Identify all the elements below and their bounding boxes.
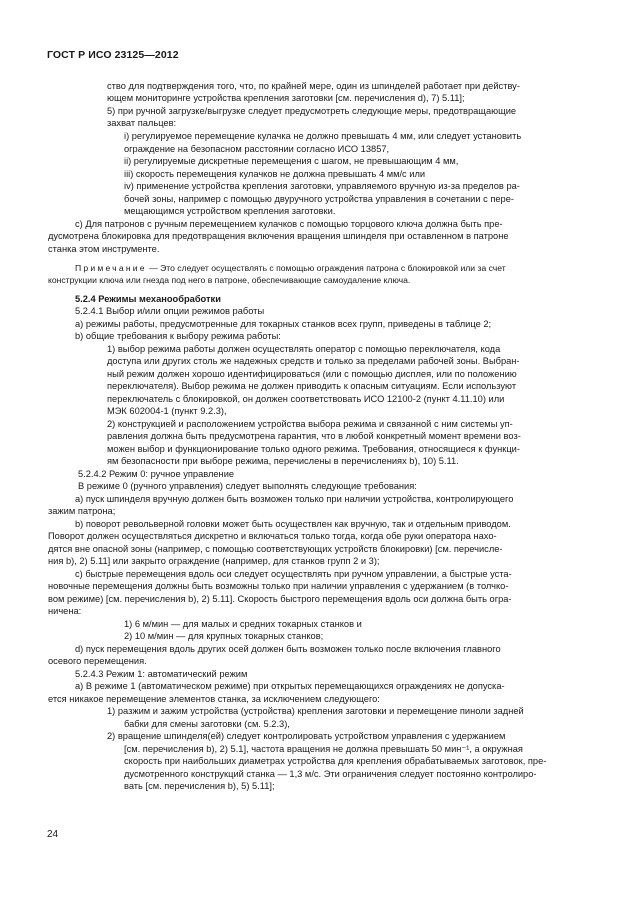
- text-line: мещающимся устройством крепления заготовки.: [124, 206, 336, 216]
- text-line: b) поворот револьверной головки может быть осуществлен как вручную, так и отдельным приводом.: [75, 519, 511, 529]
- text-line: 1) выбор режима работы должен осуществлять оператор с помощью переключателя, кода: [107, 344, 501, 354]
- text-line: переключатель с блокировкой, он должен соответствовать ИСО 12100-2 (пункт 4.11.10) или: [107, 394, 505, 404]
- text-line: 2) 10 м/мин — для крупных токарных станков;: [124, 631, 324, 641]
- text-line: дусмотрена блокировка для предотвращения включения вращения шпинделя при оставленном в патроне: [48, 231, 509, 241]
- text-line: ный режим должен хорошо идентифицироваться (или с помощью дисплея, или по положению: [107, 369, 517, 379]
- text-line: ющем мониторинге устройства крепления заготовки [см. перечисления d), 7) 5.11];: [107, 93, 465, 103]
- subsection-heading: 5.2.4.3 Режим 1: автоматический режим: [75, 669, 248, 679]
- text-line: 2) вращение шпинделя(ей) следует контролировать устройством управления с удержанием: [107, 731, 506, 741]
- text-line: Поворот должен осуществляться дискретно и включаться только тогда, когда обе руки оператора нахо-: [48, 531, 497, 541]
- section-heading: 5.2.4 Режимы механообработки: [75, 294, 221, 304]
- text-line: ям безопасности при выборе режима, перечислены в перечислениях b), 10) 5.11.: [107, 456, 459, 466]
- text-line: ство для подтверждения того, что, по крайней мере, один из шпинделей работает при действу-: [107, 81, 520, 91]
- text-line: i) регулируемое перемещение кулачка не должно превышать 4 мм, или следует установить: [124, 131, 522, 141]
- text-line: доступа или других столь же надежных средств и только за пределами рабочей зоны. Выбран-: [107, 356, 520, 366]
- text-line: дусмотренного конструкций станка — 1,3 м/с. Эти ограничения следует постоянно контролиро-: [124, 769, 537, 779]
- text-line: a) пуск шпинделя вручную должен быть возможен только при наличии устройства, контролирующего: [75, 494, 514, 504]
- note-line: конструкции ключа или гнезда под него в патроне, обеспечивающие самоудаление ключа.: [48, 275, 411, 285]
- text-line: можен выбор и функционирование только одного режима. Требования, относящиеся к функци-: [107, 444, 520, 454]
- text-line: a) В режиме 1 (автоматическом режиме) при открытых перемещающихся ограждениях не допуска-: [75, 681, 505, 691]
- text-line: 1) разжим и зажим устройства (устройства) крепления заготовки и перемещение пиноли задней: [107, 706, 524, 716]
- text-line: ничена:: [48, 606, 82, 616]
- document-header: ГОСТ Р ИСО 23125—2012: [47, 49, 179, 61]
- text-line: c) быстрые перемещения вдоль оси следует осуществлять при ручном управлении, а быстрые уста-: [75, 569, 512, 579]
- text-line: зажим патрона;: [48, 506, 116, 516]
- text-line: бабки для смены заготовки (см. 5.2.3),: [124, 719, 290, 729]
- note-line: [75, 262, 506, 274]
- text-line: 1) 6 м/мин — для малых и средних токарных станков и: [124, 619, 362, 629]
- text-line: ется никакое перемещение элементов станка, за исключением следующего:: [48, 694, 380, 704]
- text-line: b) общие требования к выбору режима работы:: [75, 331, 281, 341]
- text-line: вом режиме) [см. перечисления b), 2) 5.11]. Скорость быстрого перемещения вдоль оси должна быть огра-: [48, 594, 512, 604]
- text-line: ii) регулируемые дискретные перемещения с шагом, не превышающим 4 мм,: [124, 156, 459, 166]
- text-line: захват пальцев:: [107, 118, 177, 128]
- text-line: iv) применение устройства крепления заготовки, управляемого вручную из-за пределов ра-: [124, 181, 520, 191]
- text-line: 2) конструкцией и расположением устройства выбора режима и связанной с ним системы уп-: [107, 419, 513, 429]
- text-line: бочей зоны, например с помощью двуручного устройства управления в сочетании с пере-: [124, 194, 514, 204]
- subsection-heading: 5.2.4.2 Режим 0: ручное управление: [78, 469, 235, 479]
- text-line: [см. перечисления b), 2) 5.1], частота вращения не должна превышать 50 мин⁻¹, а окружная: [124, 744, 523, 754]
- text-line: a) режимы работы, предусмотренные для токарных станков всех групп, приведены в таблице 2;: [75, 319, 492, 329]
- note-label: Примечание: [75, 263, 147, 273]
- text-line: d) пуск перемещения вдоль других осей должен быть возможен только после включения главного: [75, 644, 501, 654]
- text-line: станка этом инструменте.: [48, 244, 160, 254]
- text-line: МЭК 602004-1 (пункт 9.2.3),: [107, 406, 227, 416]
- page-number: 24: [47, 829, 59, 840]
- text-line: вать [см. перечисления b), 5) 5.11];: [124, 781, 275, 791]
- text-line: равления должна быть предусмотрена гарантия, что в любой конкретный момент времени воз-: [107, 431, 521, 441]
- text-line: c) Для патронов с ручным перемещением кулачков с помощью торцового ключа должна быть пре-: [75, 219, 503, 229]
- text-line: дятся вне опасной зоны (например, с помощью соответствующих устройств блокировки) [см. перечисле-: [48, 544, 503, 554]
- text-line: 5) при ручной загрузке/выгрузке следует предусмотреть следующие меры, предотвращающие: [107, 106, 517, 116]
- note-text: — Это следует осуществлять с помощью ограждения патрона с блокировкой или за счет: [149, 263, 506, 273]
- text-line: iii) скорость перемещения кулачков не должна превышать 4 мм/с или: [124, 169, 426, 179]
- text-line: ограждение на безопасном расстоянии согласно ИСО 13857,: [124, 144, 390, 154]
- text-line: переключателя). Выбор режима не должен приводить к опасным ситуациям. Если используют: [107, 381, 517, 391]
- text-line: В режиме 0 (ручного управления) следует выполнять следующие требования:: [78, 481, 417, 491]
- subsection-heading: 5.2.4.1 Выбор и/или опции режимов работы: [75, 306, 265, 316]
- text-line: новочные перемещения должны быть возможны только при наличии управления с удержанием (в толчко-: [48, 581, 509, 591]
- text-line: осевого перемещения.: [48, 656, 147, 666]
- text-line: скорость при наибольших диаметрах устройства для крепления обрабатываемых заготовок, пре-: [124, 756, 547, 766]
- text-line: ния b), 2) 5.11] или закрыто ограждение (например, для станков групп 2 и 3);: [48, 556, 380, 566]
